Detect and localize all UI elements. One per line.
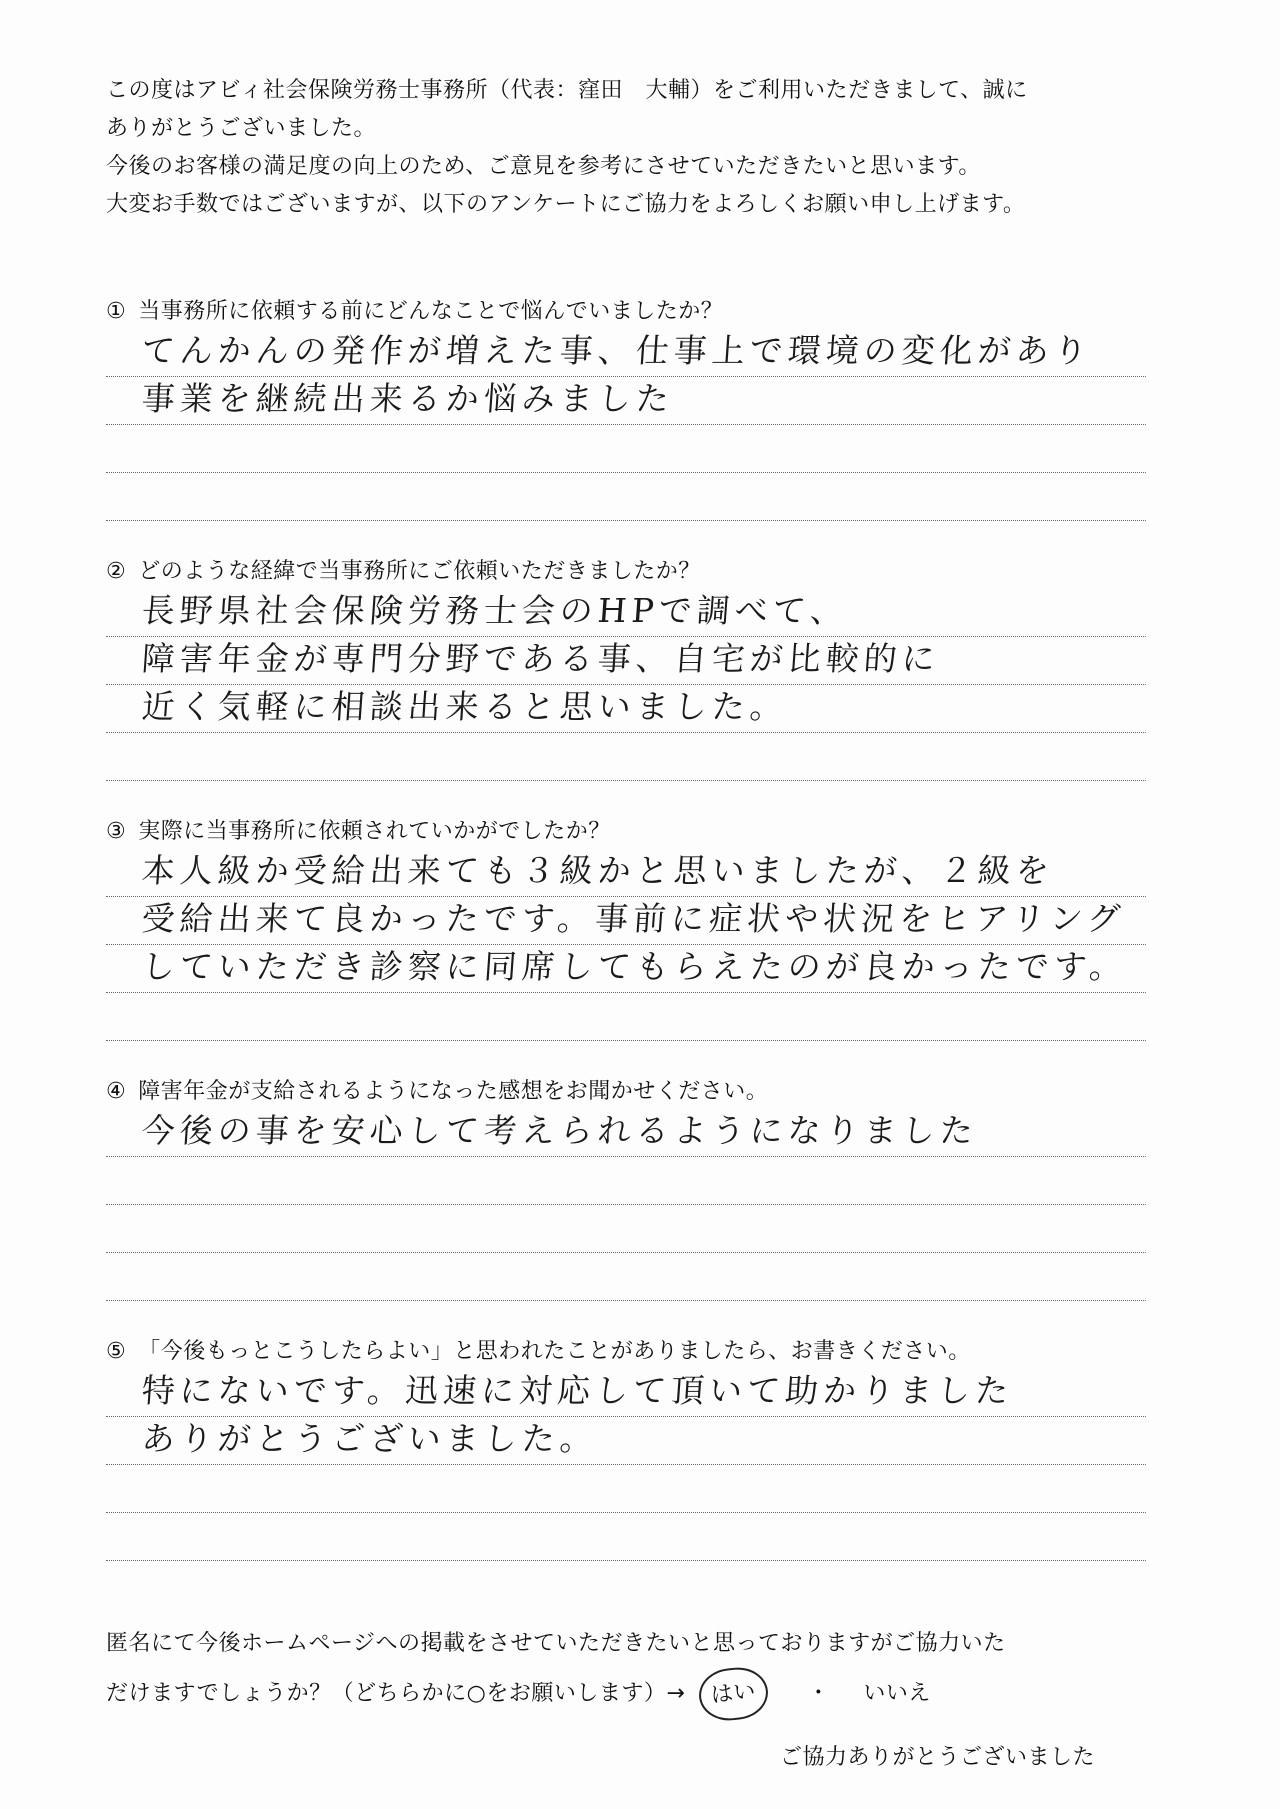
question-number: ③ [106,819,127,844]
answer-line [106,1417,1146,1465]
answer-line [106,589,1146,637]
handwritten-answer: 今後の事を安心して考えられるようになりました [140,1111,980,1150]
answer-line [106,329,1146,377]
answer-lines [106,329,1146,521]
answer-line [106,637,1146,685]
answer-line [106,1465,1146,1513]
answer-line [106,733,1146,781]
answer-line [106,849,1146,897]
consent-line [106,1668,1166,1720]
question-5 [106,1335,1146,1561]
question-4 [106,1075,1146,1301]
consent-line: 匿名にて今後ホームページへの掲載をさせていただきたいと思っておりますがご協力いた [106,1631,1006,1656]
answer-line [106,1513,1146,1561]
handwritten-answer: していただき診察に同席してもらえたのが良かったです。 [140,947,1129,986]
answer-line [106,945,1146,993]
intro-line: この度はアビィ社会保険労務士事務所（代表：窪田 大輔）をご利用いただきまして、誠に [106,78,1028,103]
question-2 [106,555,1146,781]
handwritten-answer: 受給出来て良かったです。事前に症状や状況をヒアリング [140,899,1127,938]
answer-lines [106,1369,1146,1561]
question-text: どのような経緯で当事務所にご依頼いただきましたか？ [138,559,701,584]
question-title [106,555,1146,589]
handwritten-answer: 事業を継続出来るか悩みました [140,379,676,418]
intro-text [106,72,1186,224]
handwritten-answer: ありがとうございました。 [140,1419,600,1458]
answer-line [106,377,1146,425]
option-yes-circled[interactable]: はい [696,1665,770,1724]
question-title [106,1335,1146,1369]
option-no[interactable]: いいえ [863,1681,931,1706]
answer-line [106,993,1146,1041]
question-text: 当事務所に依頼する前にどんなことで悩んでいましたか？ [138,299,724,324]
handwritten-answer: てんかんの発作が増えた事、仕事上で環境の変化があり [140,331,1094,370]
handwritten-answer: 特にないです。迅速に対応して頂いて助かりました [140,1371,1015,1410]
closing-thanks: ご協力ありがとうございました [780,1745,1096,1770]
question-title [106,815,1146,849]
question-number: ① [106,299,127,324]
answer-line [106,1157,1146,1205]
option-separator: ・ [807,1681,830,1706]
handwritten-answer: 長野県社会保険労務士会のHPで調べて、 [140,591,850,630]
question-number: ② [106,559,127,584]
answer-line [106,473,1146,521]
intro-line: 大変お手数ではございますが、以下のアンケートにご協力をよろしくお願い申し上げます。 [106,192,1026,217]
question-number: ⑤ [106,1339,127,1364]
answer-lines [106,849,1146,1041]
intro-line: 今後のお客様の満足度の向上のため、ご意見を参考にさせていただきたいと思います。 [106,154,981,179]
answer-line [106,1369,1146,1417]
handwritten-answer: 本人級か受給出来ても３級かと思いましたが、２級を [140,851,1056,890]
answer-line [106,897,1146,945]
question-3 [106,815,1146,1041]
question-title [106,1075,1146,1109]
answer-line [106,1109,1146,1157]
consent-question: だけますでしょうか？（どちらかに○をお願いします）→ [106,1681,686,1706]
question-number: ④ [106,1079,127,1104]
handwritten-answer: 障害年金が専門分野である事、自宅が比較的に [140,639,942,678]
answer-line [106,1253,1146,1301]
consent-section [106,1620,1166,1720]
answer-line [106,685,1146,733]
answer-line [106,1205,1146,1253]
question-text: 障害年金が支給されるようになった感想をお聞かせください。 [138,1079,769,1104]
answer-line [106,425,1146,473]
intro-line: ありがとうございました。 [106,116,377,141]
question-1 [106,295,1146,521]
handwritten-answer: 近く気軽に相談出来ると思いました。 [140,687,790,726]
question-text: 実際に当事務所に依頼されていかがでしたか？ [138,819,611,844]
answer-lines [106,1109,1146,1301]
question-title [106,295,1146,329]
answer-lines [106,589,1146,781]
question-text: 「今後もっとこうしたらよい」と思われたことがありましたら、お書きください。 [138,1339,971,1364]
